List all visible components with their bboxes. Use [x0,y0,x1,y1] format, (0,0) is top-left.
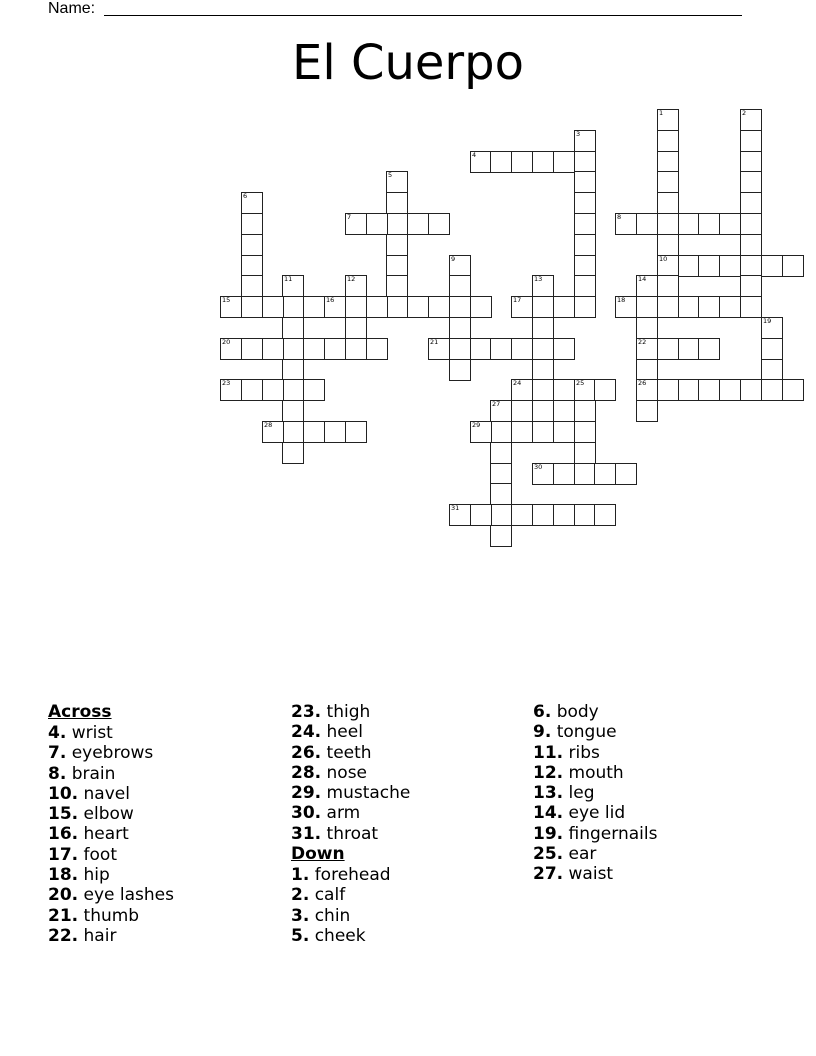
clue-number: 12. [533,762,564,783]
grid-cell[interactable] [761,379,783,401]
clue-text: eye lashes [78,885,174,906]
grid-cell[interactable] [553,504,575,526]
grid-cell[interactable] [574,255,596,277]
clue-text: chin [309,905,351,926]
grid-cell[interactable] [386,192,408,214]
grid-cell[interactable] [532,296,554,318]
cell-number: 21 [430,338,439,346]
clue-item [533,763,657,783]
clue-item [533,783,657,803]
grid-cell[interactable] [553,463,575,485]
grid-cell[interactable] [657,275,679,297]
clue-text: mouth [563,762,624,783]
clue-number: 25. [533,844,564,865]
grid-cell[interactable] [490,504,512,526]
cell-number: 25 [576,379,585,387]
grid-cell[interactable] [532,400,554,422]
grid-cell[interactable] [303,296,325,318]
grid-cell[interactable] [740,213,762,235]
grid-cell[interactable] [594,463,616,485]
clue-item [48,804,174,824]
grid-cell[interactable] [241,234,263,256]
cell-number: 26 [638,379,647,387]
grid-cell[interactable] [282,379,304,401]
grid-cell[interactable] [761,338,783,360]
grid-cell[interactable] [698,296,720,318]
clue-item [48,784,174,804]
clue-text: ear [563,844,597,865]
clue-number: 13. [533,783,564,804]
clue-number: 4. [48,723,67,743]
cell-number: 15 [222,296,231,304]
clue-item [48,723,174,743]
cell-number: 6 [243,192,248,200]
cell-number: 24 [513,379,522,387]
grid-cell[interactable] [428,213,450,235]
down-heading: Down [291,844,345,865]
grid-cell[interactable] [345,317,367,339]
cell-number: 12 [347,275,356,283]
grid-cell[interactable] [740,234,762,256]
cell-number: 7 [347,213,352,221]
grid-cell[interactable] [698,379,720,401]
grid-cell[interactable] [282,296,304,318]
clue-text: throat [321,823,379,844]
grid-cell[interactable] [657,379,679,401]
clue-item [48,906,174,926]
cell-number: 22 [638,338,647,346]
grid-cell[interactable] [698,255,720,277]
grid-cell[interactable] [407,213,429,235]
clue-number: 7. [48,743,67,764]
grid-cell[interactable] [449,359,471,381]
cell-number: 18 [617,296,626,304]
clue-column-1 [48,702,174,946]
grid-cell[interactable] [241,213,263,235]
clue-text: wrist [66,723,113,743]
grid-cell[interactable] [511,421,533,443]
cell-number: 31 [451,504,460,512]
clue-text: fingernails [563,823,658,844]
clue-number: 5. [291,925,310,946]
grid-cell[interactable] [490,483,512,505]
clue-text: hip [78,865,110,886]
grid-cell[interactable] [386,255,408,277]
clue-item [291,865,410,885]
clue-text: foot [78,844,117,865]
clue-text: nose [321,762,368,783]
grid-cell[interactable] [657,296,679,318]
grid-cell[interactable] [490,442,512,464]
clue-item [48,865,174,885]
clue-number: 3. [291,905,310,926]
clue-item [291,803,410,823]
grid-cell[interactable] [366,213,388,235]
clue-item [533,864,657,884]
grid-cell[interactable] [282,400,304,422]
clue-item [48,845,174,865]
clue-text: teeth [321,742,372,763]
grid-cell[interactable] [678,213,700,235]
clue-item [48,885,174,905]
clue-text: waist [563,864,614,885]
grid-cell[interactable] [490,421,512,443]
grid-cell[interactable] [698,213,720,235]
clue-item [48,926,174,946]
grid-cell[interactable] [282,317,304,339]
grid-cell[interactable] [740,275,762,297]
clue-text: mustache [321,783,411,804]
grid-cell[interactable] [532,379,554,401]
clue-text: brain [66,763,116,784]
clue-item [291,722,410,742]
clue-text: heel [321,722,363,743]
clue-number: 6. [533,702,552,722]
grid-cell[interactable] [636,400,658,422]
grid-cell[interactable] [678,379,700,401]
grid-cell[interactable] [470,296,492,318]
grid-cell[interactable] [366,296,388,318]
cell-number: 27 [492,400,501,408]
clue-number: 19. [533,823,564,844]
clue-text: leg [563,783,595,804]
clue-item [291,824,410,844]
grid-cell[interactable] [574,421,596,443]
across-heading: Across [48,702,112,722]
grid-cell[interactable] [574,504,596,526]
grid-cell[interactable] [678,296,700,318]
clue-text: thumb [78,905,140,926]
grid-cell[interactable] [740,151,762,173]
grid-cell[interactable] [511,151,533,173]
clue-number: 29. [291,783,322,804]
grid-cell[interactable] [636,213,658,235]
grid-cell[interactable] [574,192,596,214]
grid-cell[interactable] [262,379,284,401]
cell-number: 16 [326,296,335,304]
clue-text: cheek [309,925,366,946]
grid-cell[interactable] [657,213,679,235]
clue-number: 17. [48,844,79,865]
grid-cell[interactable] [574,400,596,422]
clue-number: 14. [533,803,564,824]
cell-number: 30 [534,463,543,471]
clue-text: eyebrows [66,743,154,764]
grid-cell[interactable] [449,275,471,297]
cell-number: 29 [472,421,481,429]
grid-cell[interactable] [553,421,575,443]
grid-cell[interactable] [532,504,554,526]
cell-number: 13 [534,275,543,283]
clue-number: 11. [533,742,564,763]
grid-cell[interactable] [241,379,263,401]
grid-cell[interactable] [553,151,575,173]
grid-cell[interactable] [470,504,492,526]
grid-cell[interactable] [574,463,596,485]
grid-cell[interactable] [303,338,325,360]
grid-cell[interactable] [241,255,263,277]
clue-number: 26. [291,742,322,763]
grid-cell[interactable] [740,255,762,277]
grid-cell[interactable] [574,234,596,256]
clue-text: elbow [78,804,134,825]
clue-text: heart [78,824,129,845]
clue-text: forehead [309,865,391,886]
grid-cell[interactable] [657,192,679,214]
grid-cell[interactable] [574,151,596,173]
grid-cell[interactable] [345,296,367,318]
clue-text: navel [78,783,130,804]
grid-cell[interactable] [532,421,554,443]
cell-number: 5 [388,171,393,179]
grid-cell[interactable] [386,213,408,235]
clue-item [291,702,410,722]
cell-number: 17 [513,296,522,304]
grid-cell[interactable] [490,463,512,485]
grid-cell[interactable] [282,359,304,381]
cell-number: 23 [222,379,231,387]
grid-cell[interactable] [594,504,616,526]
clue-item [48,764,174,784]
grid-cell[interactable] [428,296,450,318]
clue-text: body [551,702,599,722]
grid-cell[interactable] [574,296,596,318]
grid-cell[interactable] [678,255,700,277]
grid-cell[interactable] [657,130,679,152]
clue-number: 31. [291,823,322,844]
page-title: El Cuerpo [292,35,524,91]
grid-cell[interactable] [782,379,804,401]
clue-number: 10. [48,783,79,804]
clue-item [533,803,657,823]
clue-text: eye lid [563,803,626,824]
clue-number: 27. [533,864,564,885]
clue-number: 30. [291,803,322,824]
grid-cell[interactable] [657,151,679,173]
grid-cell[interactable] [345,421,367,443]
clue-text: arm [321,803,361,824]
grid-cell[interactable] [324,421,346,443]
grid-cell[interactable] [262,296,284,318]
grid-cell[interactable] [719,213,741,235]
grid-cell[interactable] [698,338,720,360]
grid-cell[interactable] [553,379,575,401]
grid-cell[interactable] [678,338,700,360]
clue-number: 28. [291,762,322,783]
grid-cell[interactable] [241,338,263,360]
grid-cell[interactable] [740,171,762,193]
grid-cell[interactable] [719,255,741,277]
grid-cell[interactable] [303,379,325,401]
grid-cell[interactable] [594,379,616,401]
grid-cell[interactable] [574,213,596,235]
grid-cell[interactable] [386,234,408,256]
cell-number: 11 [284,275,293,283]
clue-item [291,783,410,803]
grid-cell[interactable] [262,338,284,360]
grid-cell[interactable] [303,421,325,443]
grid-cell[interactable] [574,442,596,464]
cell-number: 1 [659,109,664,117]
grid-cell[interactable] [657,171,679,193]
grid-cell[interactable] [636,359,658,381]
grid-cell[interactable] [532,151,554,173]
grid-cell[interactable] [490,151,512,173]
grid-cell[interactable] [407,296,429,318]
grid-cell[interactable] [740,296,762,318]
grid-cell[interactable] [532,317,554,339]
cell-number: 2 [742,109,747,117]
cell-number: 8 [617,213,622,221]
cell-number: 4 [472,151,477,159]
grid-cell[interactable] [740,192,762,214]
grid-cell[interactable] [657,234,679,256]
grid-cell[interactable] [532,359,554,381]
clue-text: ribs [563,742,600,763]
clue-text: tongue [551,722,617,743]
grid-cell[interactable] [449,338,471,360]
grid-cell[interactable] [553,296,575,318]
grid-cell[interactable] [636,317,658,339]
clue-item [48,743,174,763]
grid-cell[interactable] [657,338,679,360]
clue-number: 20. [48,885,79,906]
clue-number: 8. [48,763,67,784]
clue-number: 2. [291,885,310,906]
clue-item [291,743,410,763]
grid-cell[interactable] [490,525,512,547]
clue-item [291,906,410,926]
clue-item [291,763,410,783]
grid-cell[interactable] [511,338,533,360]
cell-number: 19 [763,317,772,325]
grid-cell[interactable] [282,421,304,443]
name-label: Name: [48,0,96,17]
grid-cell[interactable] [761,255,783,277]
grid-cell[interactable] [490,338,512,360]
grid-cell[interactable] [449,317,471,339]
grid-cell[interactable] [511,504,533,526]
grid-cell[interactable] [470,338,492,360]
grid-cell[interactable] [449,296,471,318]
grid-cell[interactable] [532,338,554,360]
clue-text: thigh [321,702,371,722]
cell-number: 3 [576,130,581,138]
grid-cell[interactable] [386,275,408,297]
clue-text: calf [309,885,346,906]
clue-column-3 [533,702,657,885]
clue-number: 21. [48,905,79,926]
grid-cell[interactable] [324,338,346,360]
cell-number: 14 [638,275,647,283]
clue-number: 24. [291,722,322,743]
clue-number: 22. [48,925,79,946]
clue-number: 18. [48,865,79,886]
grid-cell[interactable] [574,275,596,297]
grid-cell[interactable] [615,463,637,485]
clue-item [48,824,174,844]
cell-number: 28 [264,421,273,429]
clue-item [533,824,657,844]
cell-number: 10 [659,255,668,263]
cell-number: 9 [451,255,456,263]
clue-number: 9. [533,722,552,743]
grid-cell[interactable] [386,296,408,318]
clue-number: 15. [48,804,79,825]
clue-number: 1. [291,865,310,886]
grid-cell[interactable] [366,338,388,360]
clue-item [533,702,657,722]
clue-item [533,844,657,864]
clue-text: hair [78,925,117,946]
clue-item [291,926,410,946]
clue-item [533,743,657,763]
grid-cell[interactable] [636,296,658,318]
grid-cell[interactable] [740,130,762,152]
grid-cell[interactable] [241,296,263,318]
clue-number: 23. [291,702,322,722]
grid-cell[interactable] [241,275,263,297]
clue-number: 16. [48,824,79,845]
cell-number: 20 [222,338,231,346]
grid-cell[interactable] [553,338,575,360]
clue-item [291,885,410,905]
grid-cell[interactable] [740,379,762,401]
grid-cell[interactable] [719,379,741,401]
grid-cell[interactable] [282,338,304,360]
grid-cell[interactable] [719,296,741,318]
clue-item [533,722,657,742]
grid-cell[interactable] [282,442,304,464]
grid-cell[interactable] [574,171,596,193]
grid-cell[interactable] [345,338,367,360]
grid-cell[interactable] [782,255,804,277]
clue-column-2 [291,702,410,946]
grid-cell[interactable] [761,359,783,381]
